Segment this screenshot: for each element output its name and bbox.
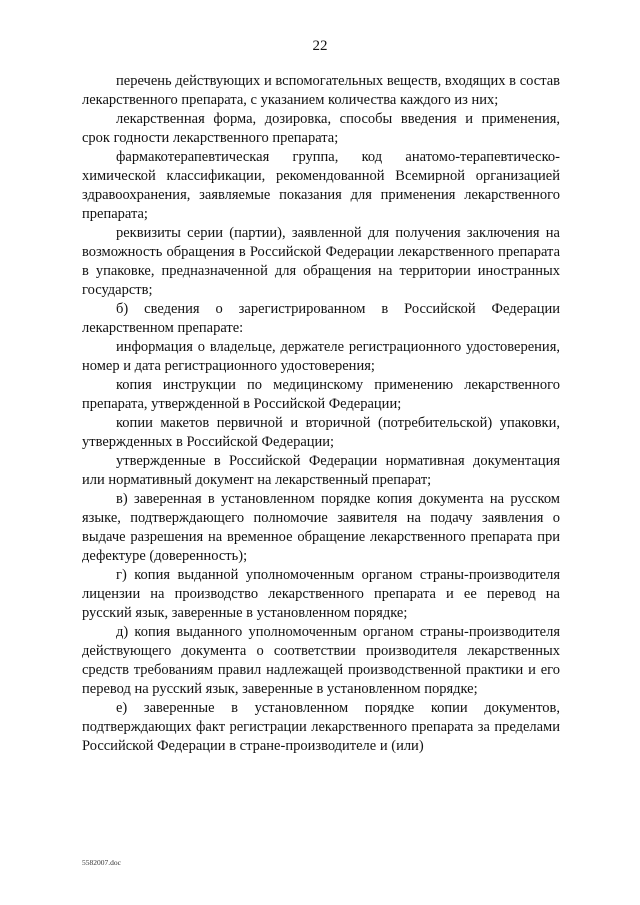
paragraph-packaging-mockups: копии макетов первичной и вторичной (потребительской) упаковки, утвержденных в Российской Федерации; bbox=[82, 415, 560, 450]
paragraph-item-v: в) заверенная в установленном порядке копия документа на русском языке, подтверждающего полномочие заявителя на подачу заявления о выдаче разрешения на временное обращение лекарственного препарата при дефектуре (доверенность); bbox=[82, 491, 560, 564]
paragraph-item-b: б) сведения о зарегистрированном в Российской Федерации лекарственном препарате: bbox=[82, 301, 560, 336]
paragraph-item-e: е) заверенные в установленном порядке копии документов, подтверждающих факт регистрации лекарственного препарата за пределами Российской Федерации в стране-производителе и (или) bbox=[82, 700, 560, 754]
paragraph-ingredients: перечень действующих и вспомогательных веществ, входящих в состав лекарственного препарата, с указанием количества каждого из них; bbox=[82, 73, 560, 108]
paragraph-normative-documentation: утвержденные в Российской Федерации нормативная документация или нормативный документ на лекарственный препарат; bbox=[82, 453, 560, 488]
page-number: 22 bbox=[312, 38, 328, 54]
paragraph-owner-info: информация о владельце, держателе регистрационного удостоверения, номер и дата регистрационного удостоверения; bbox=[82, 339, 560, 374]
paragraph-pharmacotherapeutic-group: фармакотерапевтическая группа, код анатомо-терапевтическо-химической классификации, рекомендованной Всемирной организацией здравоохранения, заявляемые показания для применения лекарственного препарата; bbox=[82, 149, 560, 222]
paragraph-batch-details: реквизиты серии (партии), заявленной для получения заключения на возможность обращения в Российской Федерации лекарственного препарата в упаковке, предназначенной для обращения на территории иностранных государств; bbox=[82, 225, 560, 298]
footer-filename: 5582007.doc bbox=[82, 858, 121, 867]
paragraph-item-d: д) копия выданного уполномоченным органом страны-производителя действующего документа о соответствии производителя лекарственных средств требованиям правил надлежащей производственной практики и его перевод на русский язык, заверенные в установленном порядке; bbox=[82, 624, 560, 697]
paragraph-instruction-copy: копия инструкции по медицинскому применению лекарственного препарата, утвержденной в Российской Федерации; bbox=[82, 377, 560, 412]
document-body bbox=[82, 72, 560, 756]
paragraph-dosage-form: лекарственная форма, дозировка, способы введения и применения, срок годности лекарственного препарата; bbox=[82, 111, 560, 146]
paragraph-item-g: г) копия выданной уполномоченным органом страны-производителя лицензии на производство лекарственного препарата и ее перевод на русский язык, заверенные в установленном порядке; bbox=[82, 567, 560, 621]
